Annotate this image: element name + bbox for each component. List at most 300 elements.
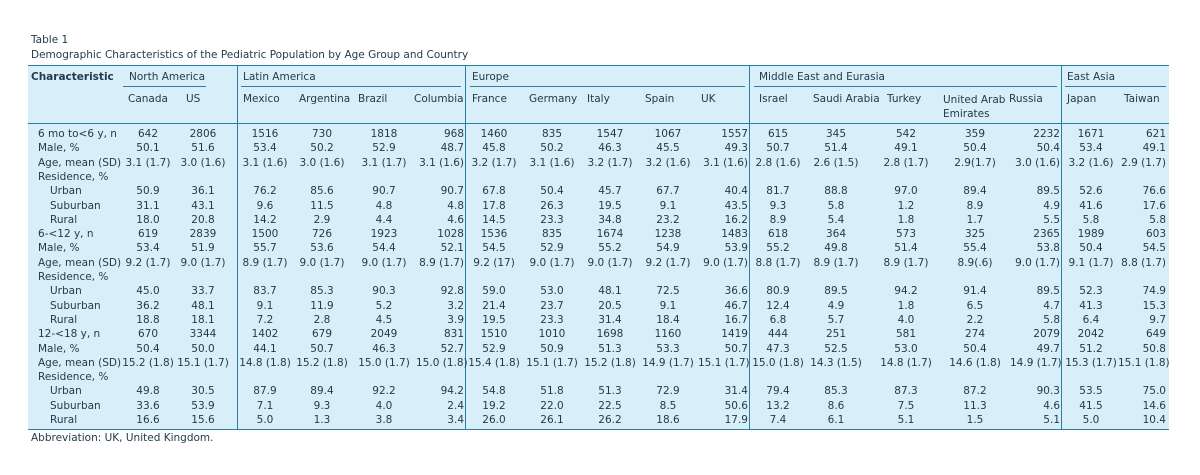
row-label: Suburban (50, 399, 101, 412)
table-cell: 53.9 (724, 242, 748, 255)
table-cell: 45.0 (136, 285, 160, 298)
table-cell: 34.8 (598, 213, 622, 226)
table-cell: 9.0 (1.7) (529, 256, 575, 269)
table-cell: 53.0 (894, 342, 918, 355)
table-cell: 1557 (721, 128, 748, 140)
table-cell: 17.9 (724, 414, 748, 426)
row-label: Urban (50, 385, 82, 398)
table-cell: 3.1 (1.6) (703, 156, 748, 169)
table-cell: 251 (825, 328, 847, 341)
table-cell: 14.5 (482, 213, 506, 226)
table-cell: 1547 (596, 128, 624, 140)
table-cell: 14.8 (1.8) (239, 356, 291, 369)
table-cell: 3.2 (447, 299, 464, 312)
table-cell: 15.1 (1.7) (526, 356, 578, 369)
region-north-america: North America (129, 71, 206, 83)
table-cell: 43.1 (191, 199, 215, 212)
table-cell: 10.4 (1142, 414, 1166, 426)
table-cell: 49.1 (894, 142, 918, 155)
table-cell: 19.2 (482, 399, 506, 412)
table-cell: 3.2 (1.7) (587, 156, 633, 169)
table-cell: 51.8 (540, 385, 564, 398)
table-cell: 46.7 (724, 299, 748, 312)
table-cell: 41.3 (1079, 299, 1103, 312)
table-cell: 1238 (654, 228, 682, 241)
table-cell: 8.9(.6) (957, 256, 993, 269)
table-cell: 23.3 (540, 213, 564, 226)
row-label: Suburban (50, 299, 101, 312)
table-cell: 50.4 (1036, 142, 1060, 155)
table-cell: 54.5 (482, 242, 506, 255)
table-cell: 50.8 (1142, 342, 1166, 355)
table-cell: 55.7 (253, 242, 277, 255)
row-label: 12-<18 y, n (38, 328, 101, 341)
table-cell: 8.8 (1.7) (1121, 256, 1166, 269)
table-cell: 15.4 (1.8) (468, 356, 520, 369)
table-cell: 15.6 (191, 414, 215, 426)
table-cell: 11.3 (963, 399, 987, 412)
table-cell: 31.1 (136, 199, 160, 212)
table-cell: 54.9 (656, 242, 680, 255)
table-cell: 52.5 (824, 342, 848, 355)
table-cell: 5.2 (375, 299, 393, 312)
table-cell: 1510 (480, 328, 508, 341)
table-cell: 4.9 (827, 299, 845, 312)
table-cell: 50.9 (136, 185, 160, 198)
table-cell: 50.4 (540, 185, 564, 198)
table-cell: 50.7 (310, 342, 334, 355)
country-header: Spain (645, 93, 675, 105)
table-cell: 18.6 (656, 414, 680, 426)
table-cell: 51.9 (191, 242, 215, 255)
table-cell: 2.6 (1.5) (813, 156, 859, 169)
table-cell: 48.7 (440, 142, 464, 155)
table-cell: 3.0 (1.6) (1015, 156, 1060, 169)
region-underline (754, 86, 1057, 87)
table-cell: 15.2 (1.8) (296, 356, 348, 369)
table-cell: 51.4 (894, 242, 918, 255)
table-cell: 50.1 (136, 142, 160, 155)
table-cell: 15.1 (1.7) (698, 356, 750, 369)
table-cell: 53.5 (1079, 385, 1103, 398)
table-cell: 14.6 (1.8) (949, 356, 1001, 369)
table-cell: 325 (964, 228, 986, 241)
table-cell: 26.3 (540, 199, 564, 212)
table-cell: 26.0 (482, 414, 506, 426)
row-label: Male, % (38, 242, 80, 255)
table-cell: 67.7 (656, 185, 680, 198)
table-cell: 53.4 (1079, 142, 1103, 155)
table-cell: 15.1 (1.8) (1118, 356, 1170, 369)
table-cell: 2806 (189, 128, 217, 140)
table-cell: 5.1 (1043, 414, 1060, 426)
table-cell: 2.4 (447, 399, 464, 412)
table-cell: 1818 (370, 128, 398, 140)
table-cell: 47.3 (766, 342, 790, 355)
table-cell: 3.1 (1.6) (242, 156, 288, 169)
table-cell: 15.1 (1.7) (177, 356, 229, 369)
table-cell: 48.1 (598, 285, 622, 298)
table-cell: 581 (895, 328, 917, 341)
table-cell: 50.6 (724, 399, 748, 412)
table-cell: 8.9 (966, 199, 984, 212)
table-cell: 18.8 (136, 313, 160, 326)
table-cell: 90.7 (440, 185, 464, 198)
table-cell: 730 (311, 128, 333, 140)
table-cell: 5.4 (827, 213, 845, 226)
table-cell: 1989 (1077, 228, 1105, 241)
table-cell: 14.9 (1.7) (642, 356, 694, 369)
table-cell: 8.9 (1.7) (813, 256, 859, 269)
table-cell: 46.3 (372, 342, 396, 355)
row-label: Residence, % (38, 371, 109, 384)
table-cell: 9.7 (1149, 313, 1166, 326)
country-header: Argentina (299, 93, 351, 105)
table-cell: 5.8 (827, 199, 845, 212)
table-cell: 53.3 (656, 342, 680, 355)
table-cell: 49.3 (724, 142, 748, 155)
table-cell: 3.1 (1.6) (529, 156, 575, 169)
table-cell: 26.2 (598, 414, 622, 426)
table-cell: 89.5 (824, 285, 848, 298)
table-cell: 41.6 (1079, 199, 1103, 212)
table-cell: 26.1 (540, 414, 564, 426)
table-cell: 83.7 (253, 285, 277, 298)
table-cell: 542 (895, 128, 917, 140)
table-cell: 52.3 (1079, 285, 1103, 298)
table-cell: 5.0 (256, 414, 274, 426)
country-header: France (472, 93, 507, 105)
table-cell: 55.2 (766, 242, 790, 255)
table-cell: 14.8 (1.7) (880, 356, 932, 369)
table-cell: 49.7 (1036, 342, 1060, 355)
table-cell: 21.4 (482, 299, 506, 312)
table-cell: 8.5 (659, 399, 677, 412)
table-cell: 36.1 (191, 185, 215, 198)
table-cell: 7.1 (256, 399, 274, 412)
table-cell: 43.5 (724, 199, 748, 212)
table-cell: 75.0 (1142, 385, 1166, 398)
region-east-asia: East Asia (1067, 71, 1115, 83)
table-cell: 9.2 (1.7) (125, 256, 171, 269)
table-cell: 5.5 (1043, 213, 1060, 226)
table-cell: 67.8 (482, 185, 506, 198)
row-label: Age, mean (SD) (38, 356, 122, 369)
table-cell: 76.6 (1142, 185, 1166, 198)
table-cell: 2.9 (1.7) (1121, 156, 1166, 169)
table-cell: 4.4 (375, 213, 393, 226)
country-header: United Arab Emirates (943, 94, 1006, 120)
table-cell: 1.5 (966, 414, 984, 426)
table-cell: 1460 (480, 128, 508, 140)
table-cell: 9.0 (1.7) (703, 256, 748, 269)
table-cell: 2365 (1033, 228, 1060, 241)
table-cell: 2079 (1033, 328, 1060, 341)
table-cell: 36.6 (724, 285, 748, 298)
table-cell: 44.1 (253, 342, 277, 355)
table-cell: 679 (311, 328, 333, 341)
table-cell: 89.5 (1036, 185, 1060, 198)
table-cell: 5.8 (1149, 213, 1166, 226)
table-cell: 9.1 (659, 199, 677, 212)
table-cell: 15.3 (1142, 299, 1166, 312)
table-cell: 2.8 (1.7) (883, 156, 929, 169)
table-cell: 6.8 (769, 313, 787, 326)
table-cell: 7.5 (897, 399, 915, 412)
row-label: Urban (50, 185, 82, 198)
country-header: UK (701, 93, 716, 105)
table-cell: 92.8 (440, 285, 464, 298)
table-cell: 30.5 (191, 385, 215, 398)
table-cell: 359 (964, 128, 986, 140)
table-cell: 91.4 (963, 285, 987, 298)
characteristic-header: Characteristic (31, 71, 114, 83)
table-cell: 50.2 (540, 142, 564, 155)
table-cell: 9.1 (659, 299, 677, 312)
table-cell: 51.6 (191, 142, 215, 155)
table-cell: 2042 (1077, 328, 1105, 341)
table-cell: 6.5 (966, 299, 984, 312)
table-cell: 4.9 (1043, 199, 1060, 212)
row-label: Rural (50, 213, 78, 226)
table-cell: 52.6 (1079, 185, 1103, 198)
row-label: 6 mo to<6 y, n (38, 128, 117, 140)
table-cell: 49.8 (136, 385, 160, 398)
table-cell: 2049 (370, 328, 398, 341)
country-header: Mexico (243, 93, 280, 105)
table-cell: 9.2 (17) (473, 256, 515, 269)
table-cell: 16.2 (724, 213, 748, 226)
table-cell: 11.5 (310, 199, 334, 212)
region-underline (470, 86, 745, 87)
table-cell: 51.4 (824, 142, 848, 155)
table-cell: 50.4 (963, 342, 987, 355)
table-cell: 97.0 (894, 185, 918, 198)
row-label: Urban (50, 285, 82, 298)
table-cell: 50.7 (766, 142, 790, 155)
table-cell: 55.4 (963, 242, 987, 255)
row-label: Age, mean (SD) (38, 256, 122, 269)
region-latin-america: Latin America (243, 71, 316, 83)
table-cell: 23.2 (656, 213, 680, 226)
table-cell: 7.4 (769, 414, 787, 426)
table-caption (31, 33, 468, 62)
table-cell: 1010 (538, 328, 566, 341)
table-cell: 831 (443, 328, 464, 341)
region-europe: Europe (472, 71, 509, 83)
country-header: Turkey (887, 93, 922, 105)
table-cell: 3.0 (1.6) (180, 156, 226, 169)
table-cell: 1536 (480, 228, 508, 241)
region-underline (1065, 86, 1166, 87)
table-cell: 52.1 (440, 242, 464, 255)
table-cell: 50.2 (310, 142, 334, 155)
table-cell: 45.5 (656, 142, 680, 155)
table-cell: 9.0 (1.7) (587, 256, 633, 269)
table-cell: 11.9 (310, 299, 334, 312)
table-cell: 4.6 (447, 213, 464, 226)
table-cell: 4.8 (447, 199, 464, 212)
header-rule (28, 123, 1169, 124)
table-cell: 14.3 (1.5) (810, 356, 862, 369)
table-cell: 1516 (251, 128, 279, 140)
table-cell: 1674 (596, 228, 624, 241)
table-cell: 80.9 (766, 285, 790, 298)
table-cell: 2232 (1033, 128, 1060, 140)
table-cell: 85.6 (310, 185, 334, 198)
demographics-table (28, 65, 1169, 430)
table-cell: 88.8 (824, 185, 848, 198)
table-cell: 1.2 (897, 199, 915, 212)
table-cell: 6.1 (827, 414, 845, 426)
table-cell: 274 (964, 328, 986, 341)
table-cell: 89.4 (310, 385, 334, 398)
table-cell: 90.3 (372, 285, 396, 298)
table-cell: 345 (825, 128, 847, 140)
table-cell: 1671 (1077, 128, 1105, 140)
table-cell: 444 (767, 328, 789, 341)
table-cell: 85.3 (824, 385, 848, 398)
row-label: 6-<12 y, n (38, 228, 94, 241)
table-cell: 19.5 (598, 199, 622, 212)
table-cell: 1402 (251, 328, 279, 341)
table-footnote: Abbreviation: UK, United Kingdom. (31, 432, 214, 444)
country-header: US (186, 93, 201, 105)
table-cell: 89.4 (963, 185, 987, 198)
table-cell: 618 (767, 228, 789, 241)
table-cell: 8.9 (1.7) (242, 256, 288, 269)
table-cell: 50.4 (136, 342, 160, 355)
table-cell: 2.2 (966, 313, 984, 326)
table-cell: 76.2 (253, 185, 277, 198)
table-cell: 9.2 (1.7) (645, 256, 691, 269)
table-cell: 9.3 (313, 399, 331, 412)
table-cell: 48.1 (191, 299, 215, 312)
table-cell: 20.8 (191, 213, 215, 226)
table-cell: 72.5 (656, 285, 680, 298)
table-cell: 54.4 (372, 242, 396, 255)
table-cell: 46.3 (598, 142, 622, 155)
table-cell: 2.9 (313, 213, 331, 226)
country-header: Saudi Arabia (813, 93, 880, 105)
table-cell: 22.5 (598, 399, 622, 412)
table-cell: 53.4 (136, 242, 160, 255)
table-cell: 619 (137, 228, 159, 241)
table-cell: 3.1 (1.7) (125, 156, 171, 169)
table-cell: 52.9 (372, 142, 396, 155)
table-cell: 50.0 (191, 342, 215, 355)
table-cell: 87.3 (894, 385, 918, 398)
table-cell: 87.2 (963, 385, 987, 398)
table-cell: 4.8 (375, 199, 393, 212)
table-cell: 1160 (654, 328, 682, 341)
table-cell: 81.7 (766, 185, 790, 198)
table-cell: 15.0 (1.7) (358, 356, 410, 369)
table-cell: 9.0 (1.7) (180, 256, 226, 269)
country-header: Taiwan (1124, 93, 1160, 105)
table-cell: 85.3 (310, 285, 334, 298)
table-cell: 74.9 (1142, 285, 1166, 298)
table-cell: 8.6 (827, 399, 845, 412)
country-header: Israel (759, 93, 788, 105)
table-cell: 603 (1145, 228, 1166, 241)
table-cell: 52.9 (482, 342, 506, 355)
table-cell: 1.7 (966, 213, 984, 226)
table-cell: 18.4 (656, 313, 680, 326)
table-cell: 50.9 (540, 342, 564, 355)
table-cell: 54.5 (1142, 242, 1166, 255)
table-cell: 94.2 (894, 285, 918, 298)
table-cell: 17.8 (482, 199, 506, 212)
table-cell: 5.1 (897, 414, 915, 426)
table-cell: 51.2 (1079, 342, 1103, 355)
table-cell: 15.0 (1.8) (416, 356, 468, 369)
table-cell: 36.2 (136, 299, 160, 312)
table-cell: 642 (137, 128, 159, 140)
table-cell: 8.9 (1.7) (419, 256, 464, 269)
table-cell: 45.7 (598, 185, 622, 198)
row-label: Residence, % (38, 271, 109, 283)
table-cell: 52.9 (540, 242, 564, 255)
row-label: Male, % (38, 342, 80, 355)
table-cell: 33.6 (136, 399, 160, 412)
table-cell: 31.4 (598, 313, 622, 326)
table-cell: 53.4 (253, 142, 277, 155)
table-cell: 9.6 (256, 199, 274, 212)
table-cell: 1.3 (313, 414, 331, 426)
row-label: Residence, % (38, 170, 109, 183)
country-header: Japan (1067, 93, 1097, 105)
table-cell: 54.8 (482, 385, 506, 398)
table-cell: 53.9 (191, 399, 215, 412)
table-cell: 19.5 (482, 313, 506, 326)
table-cell: 51.3 (598, 385, 622, 398)
table-cell: 92.2 (372, 385, 396, 398)
table-cell: 1500 (251, 228, 279, 241)
table-cell: 31.4 (724, 385, 748, 398)
country-header: Canada (128, 93, 168, 105)
table-cell: 16.6 (136, 414, 160, 426)
table-cell: 2.8 (1.6) (755, 156, 801, 169)
table-cell: 18.1 (191, 313, 215, 326)
table-cell: 573 (895, 228, 917, 241)
table-cell: 16.7 (724, 313, 748, 326)
table-cell: 89.5 (1036, 285, 1060, 298)
table-title: Demographic Characteristics of the Pediatric Population by Age Group and Country (31, 48, 469, 61)
table-cell: 15.3 (1.7) (1065, 356, 1117, 369)
table-cell: 9.1 (256, 299, 274, 312)
table-cell: 670 (137, 328, 159, 341)
table-cell: 90.3 (1036, 385, 1060, 398)
table-cell: 4.0 (375, 399, 393, 412)
table-cell: 18.0 (136, 213, 160, 226)
table-cell: 1923 (370, 228, 398, 241)
table-cell: 6.4 (1082, 313, 1100, 326)
table-cell: 4.5 (375, 313, 393, 326)
table-cell: 79.4 (766, 385, 790, 398)
table-cell: 835 (541, 228, 563, 241)
table-cell: 53.0 (540, 285, 564, 298)
table-cell: 2.9(1.7) (954, 156, 996, 169)
table-cell: 1.8 (897, 299, 915, 312)
table-cell: 2839 (189, 228, 217, 241)
row-label: Male, % (38, 142, 80, 155)
table-cell: 14.2 (253, 213, 277, 226)
table-cell: 9.0 (1.7) (361, 256, 407, 269)
table-cell: 50.7 (724, 342, 748, 355)
table-cell: 3.4 (447, 414, 464, 426)
country-header: Germany (529, 93, 578, 105)
